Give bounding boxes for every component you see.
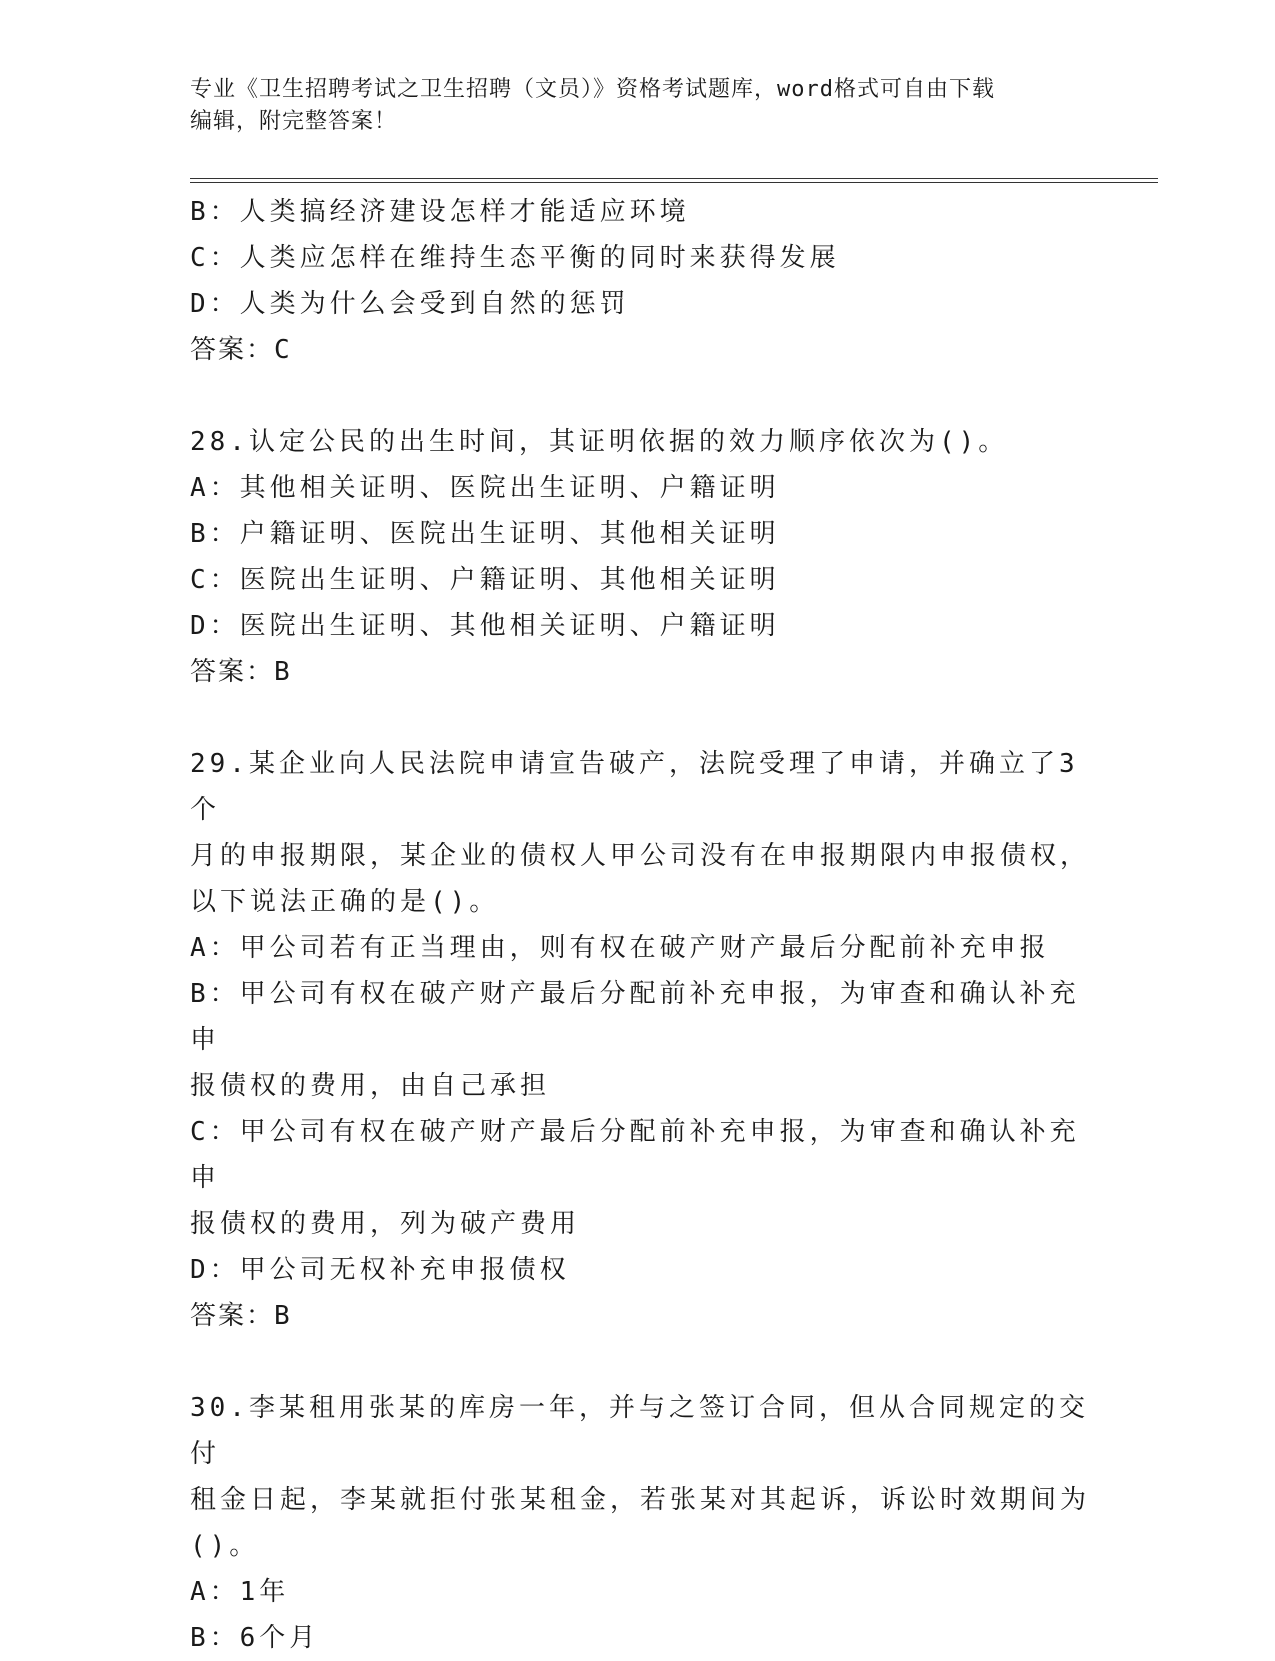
option-b: B：甲公司有权在破产财产最后分配前补充申报，为审查和确认补充申 — [190, 979, 1080, 1055]
question-stem: 月的申报期限，某企业的债权人甲公司没有在申报期限内申报债权， — [190, 841, 1091, 871]
option-c: C：医院出生证明、户籍证明、其他相关证明 — [190, 565, 780, 595]
question-stem: 28.认定公民的出生时间，其证明依据的效力顺序依次为()。 — [190, 427, 1009, 457]
question-stem: 租金日起，李某就拒付张某租金，若张某对其起诉，诉讼时效期间为 — [190, 1485, 1091, 1515]
question-stem: ()。 — [190, 1531, 260, 1561]
option-a: A：甲公司若有正当理由，则有权在破产财产最后分配前补充申报 — [190, 933, 1050, 963]
option-c: C：人类应怎样在维持生态平衡的同时来获得发展 — [190, 243, 840, 273]
option-b: B：6个月 — [190, 1623, 320, 1653]
question-stem: 29.某企业向人民法院申请宣告破产，法院受理了申请，并确立了3个 — [190, 749, 1079, 825]
option-b: B：户籍证明、医院出生证明、其他相关证明 — [190, 519, 780, 549]
header-line-2: 编辑，附完整答案！ — [190, 109, 398, 134]
option-c: C：甲公司有权在破产财产最后分配前补充申报，为审查和确认补充申 — [190, 1117, 1080, 1193]
option-d: D：医院出生证明、其他相关证明、户籍证明 — [190, 611, 780, 641]
header-divider — [190, 178, 1158, 183]
question-27 — [190, 189, 1090, 373]
option-d: D：人类为什么会受到自然的惩罚 — [190, 289, 630, 319]
option-a: A：其他相关证明、医院出生证明、户籍证明 — [190, 473, 780, 503]
option-c: 报债权的费用，列为破产费用 — [190, 1209, 581, 1239]
question-30 — [190, 1385, 1090, 1661]
answer: 答案：B — [190, 657, 292, 687]
question-28 — [190, 419, 1090, 695]
option-b: B：人类搞经济建设怎样才能适应环境 — [190, 197, 690, 227]
option-d: D：甲公司无权补充申报债权 — [190, 1255, 570, 1285]
answer: 答案：B — [190, 1301, 292, 1331]
question-stem: 30.李某租用张某的库房一年，并与之签订合同，但从合同规定的交付 — [190, 1393, 1089, 1469]
question-list — [190, 189, 1090, 1661]
document-header — [190, 74, 1090, 138]
option-a: A：1年 — [190, 1577, 290, 1607]
question-stem: 以下说法正确的是()。 — [190, 887, 500, 917]
answer: 答案：C — [190, 335, 292, 365]
question-29 — [190, 741, 1090, 1339]
option-b: 报债权的费用，由自己承担 — [190, 1071, 551, 1101]
header-line-1: 专业《卫生招聘考试之卫生招聘（文员）》资格考试题库，word格式可自由下载 — [190, 77, 995, 102]
